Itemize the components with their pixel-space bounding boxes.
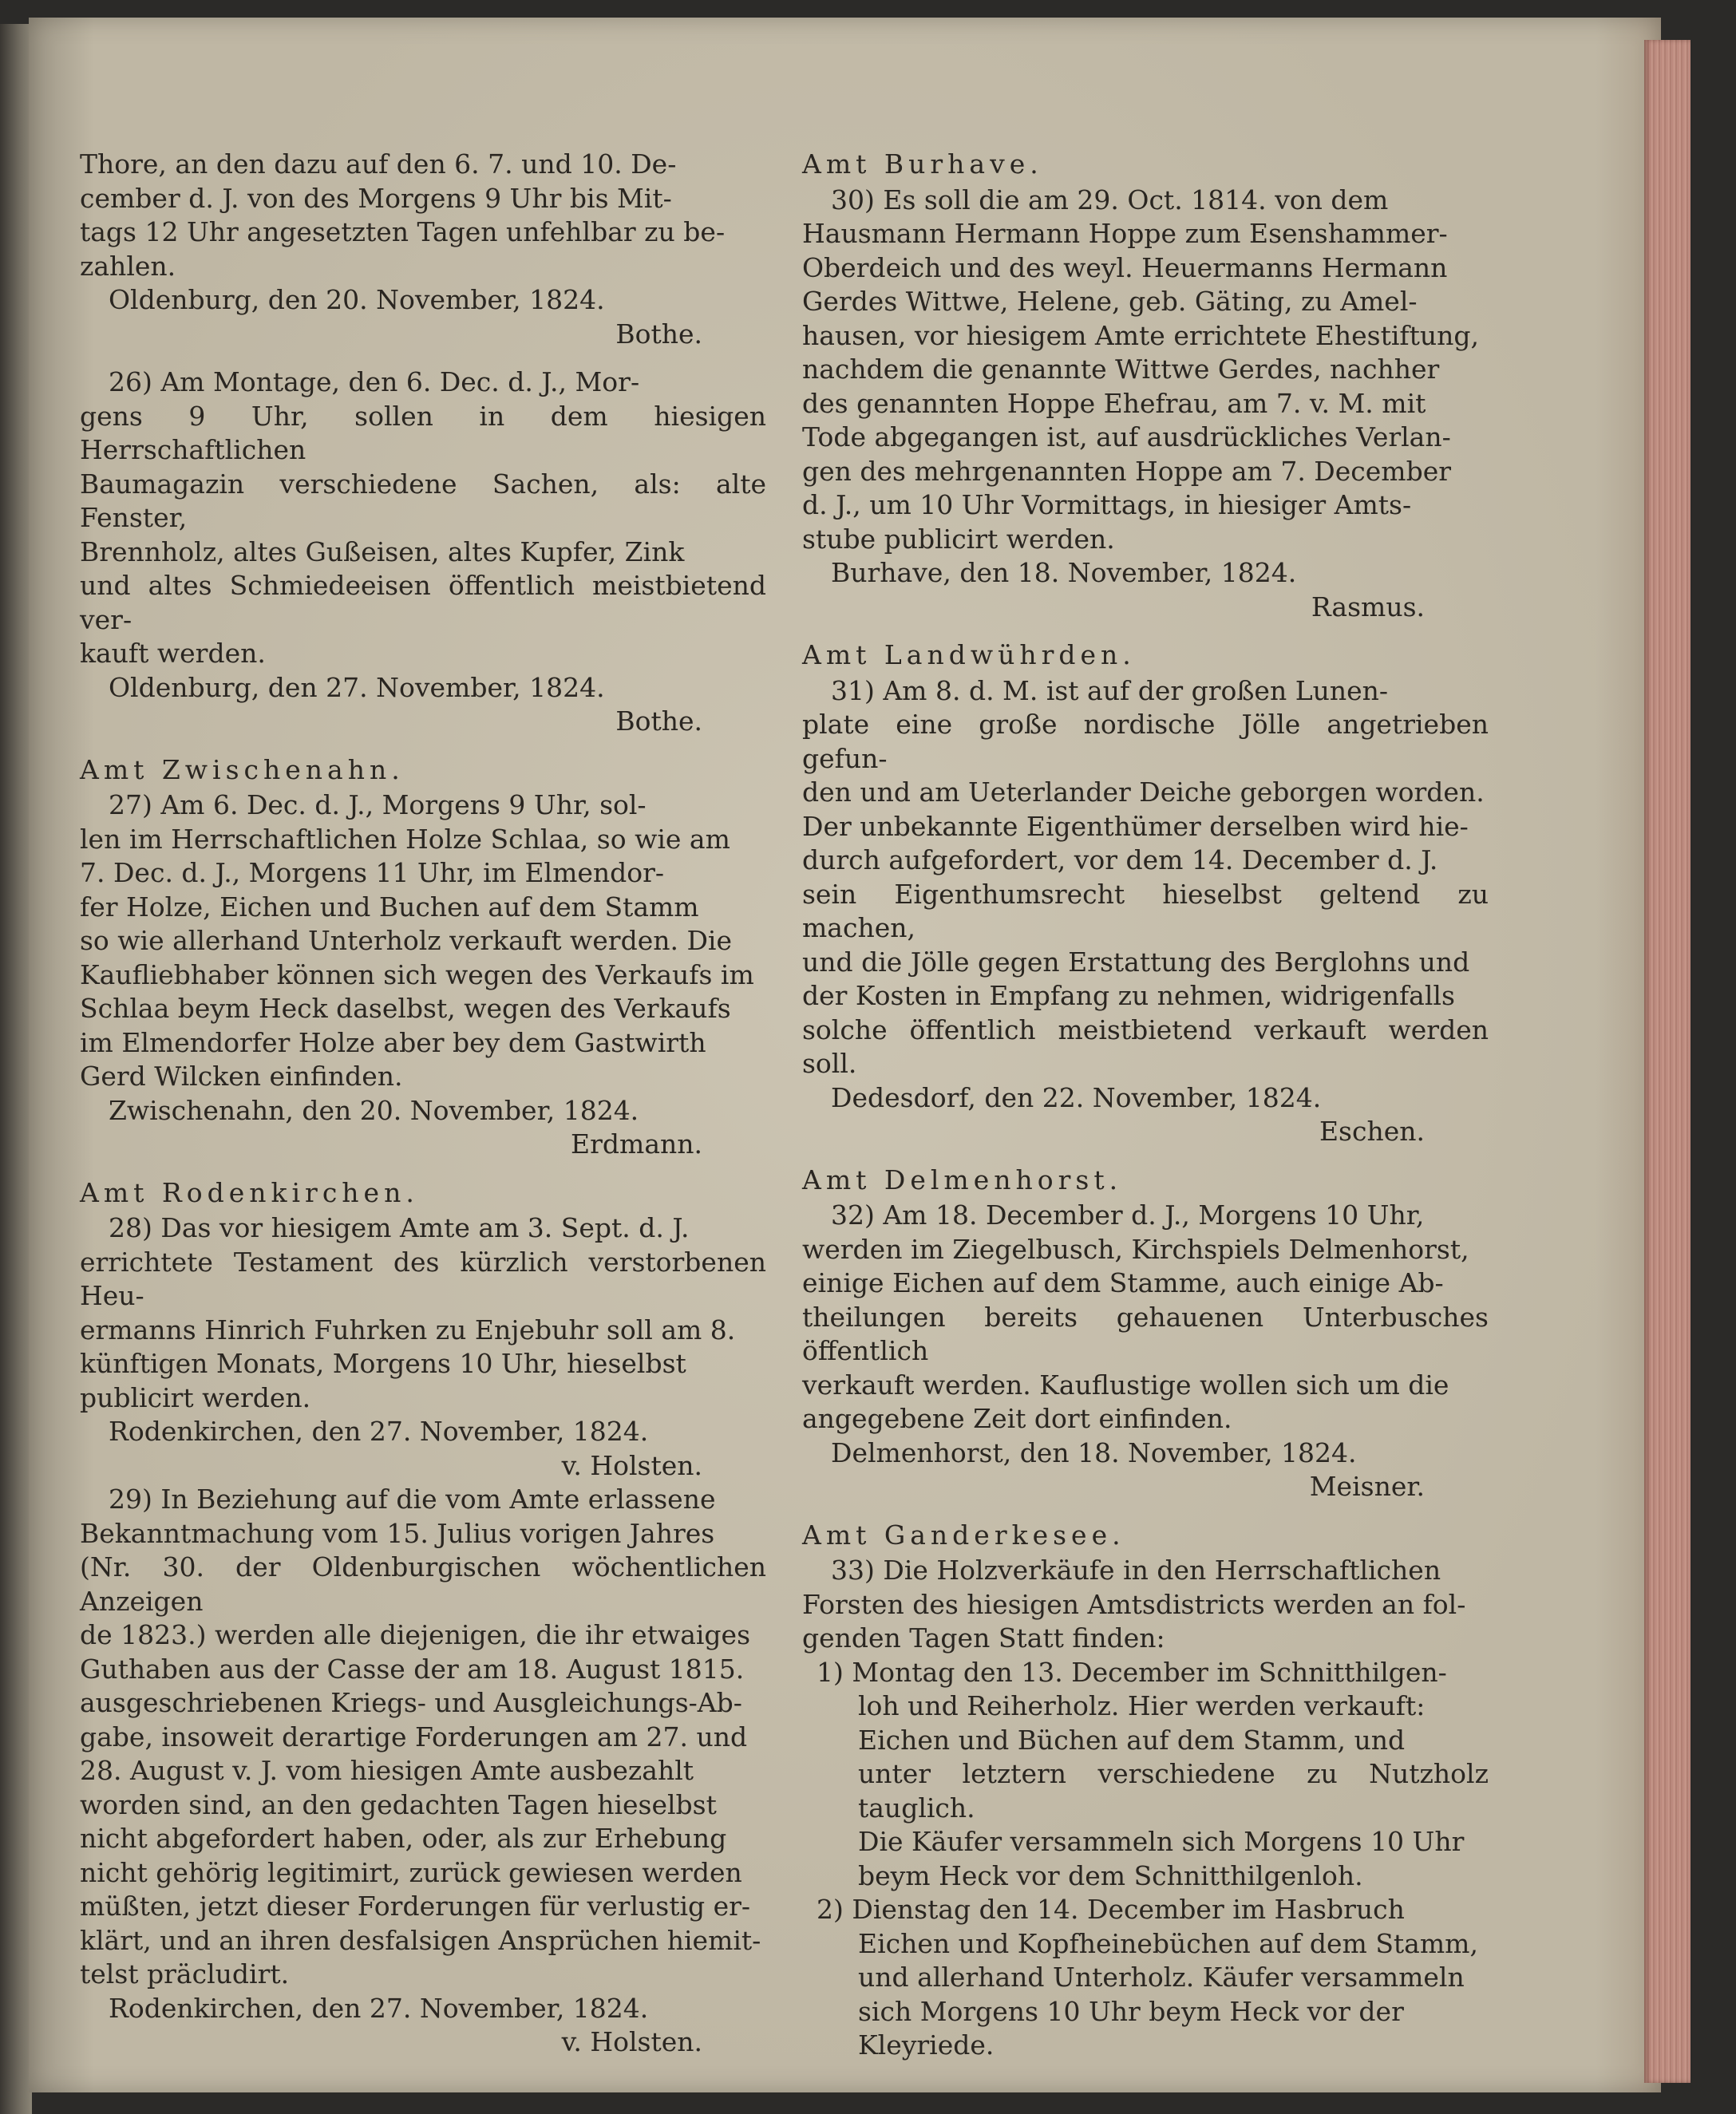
text-line: Der unbekannte Eigenthümer derselben wird hie- bbox=[802, 810, 1469, 842]
text-line: Forsten des hiesigen Amtsdistricts werden an fol- bbox=[802, 1588, 1466, 1620]
notice-date: Delmenhorst, den 18. November, 1824. bbox=[831, 1436, 1357, 1468]
notice-signature: Bothe. bbox=[615, 318, 702, 350]
text-line: 28) Das vor hiesigem Amte am 3. Sept. d. J. bbox=[109, 1212, 690, 1243]
text-line: Thore, an den dazu auf den 6. 7. und 10. De- bbox=[80, 148, 677, 180]
text-line: Oberdeich und des weyl. Heuermanns Hermann bbox=[802, 251, 1448, 283]
notice-28 bbox=[80, 1211, 766, 1483]
text-line: errichtete Testament des kürzlich verstorbenen Heu- bbox=[80, 1246, 766, 1311]
text-line: den und am Ueterlander Deiche geborgen worden. bbox=[802, 776, 1485, 808]
text-line: 2) Dienstag den 14. December im Hasbruch bbox=[817, 1894, 1405, 1925]
text-line: Bekanntmachung vom 15. Julius vorigen Jahres bbox=[80, 1517, 715, 1549]
text-line: Hausmann Hermann Hoppe zum Esenshammer- bbox=[802, 218, 1448, 249]
text-line: genden Tagen Statt finden: bbox=[802, 1622, 1165, 1654]
section-heading-burhave: Amt Burhave. bbox=[802, 148, 1043, 180]
text-line: Guthaben aus der Casse der am 18. August 1815. bbox=[80, 1653, 745, 1685]
text-line: de 1823.) werden alle diejenigen, die ihr etwaiges bbox=[80, 1619, 751, 1650]
text-line: fer Holze, Eichen und Buchen auf dem Stamm bbox=[80, 891, 699, 923]
text-line: gabe, insoweit derartige Forderungen am 27. und bbox=[80, 1721, 748, 1752]
text-line: 1) Montag den 13. December im Schnitthilgen- bbox=[817, 1656, 1447, 1688]
text-line: angegebene Zeit dort einfinden. bbox=[802, 1403, 1232, 1434]
text-line: und die Jölle gegen Erstattung des Berglohns und bbox=[802, 946, 1470, 978]
notice-date: Rodenkirchen, den 27. November, 1824. bbox=[109, 1416, 649, 1447]
notice-date: Oldenburg, den 20. November, 1824. bbox=[109, 284, 605, 315]
list-item bbox=[802, 1656, 1489, 1894]
notice-date: Dedesdorf, den 22. November, 1824. bbox=[831, 1081, 1322, 1113]
section-heading-delmenhorst: Amt Delmenhorst. bbox=[802, 1164, 1123, 1195]
text-line: werden im Ziegelbusch, Kirchspiels Delmenhorst, bbox=[802, 1233, 1469, 1265]
notice-33 bbox=[802, 1554, 1489, 2063]
text-line: plate eine große nordische Jölle angetrieben gefun- bbox=[802, 709, 1489, 774]
text-line: müßten, jetzt dieser Forderungen für verlustig er- bbox=[80, 1891, 751, 1922]
text-line: Die Käufer versammeln sich Morgens 10 Uhr bbox=[858, 1826, 1465, 1857]
section-heading-rodenkirchen: Amt Rodenkirchen. bbox=[80, 1176, 419, 1208]
notice-26 bbox=[80, 366, 766, 739]
text-line: 29) In Beziehung auf die vom Amte erlassene bbox=[109, 1484, 716, 1515]
text-line: d. J., um 10 Uhr Vormittags, in hiesiger Amts- bbox=[802, 489, 1412, 520]
notice-signature: Rasmus. bbox=[1311, 591, 1425, 622]
text-line: künftigen Monats, Morgens 10 Uhr, hieselbst bbox=[80, 1348, 686, 1379]
text-line: 31) Am 8. d. M. ist auf der großen Lunen- bbox=[831, 674, 1389, 706]
notice-signature: Erdmann. bbox=[571, 1128, 702, 1160]
text-line: und altes Schmiedeeisen öffentlich meistbietend ver- bbox=[80, 570, 766, 635]
text-line: Gerdes Wittwe, Helene, geb. Gäting, zu Amel- bbox=[802, 286, 1418, 317]
text-line: telst präcludirt. bbox=[80, 1958, 290, 1990]
text-line: nachdem die genannte Wittwe Gerdes, nachher bbox=[802, 354, 1440, 385]
text-line: publicirt werden. bbox=[80, 1381, 311, 1413]
text-line: ermanns Hinrich Fuhrken zu Enjebuhr soll am 8. bbox=[80, 1314, 736, 1345]
text-line: stube publicirt werden. bbox=[802, 523, 1115, 555]
text-line: Gerd Wilcken einfinden. bbox=[80, 1061, 403, 1092]
page-stack-edge bbox=[1644, 40, 1691, 2083]
text-line: nicht abgefordert haben, oder, als zur Erhebung bbox=[80, 1823, 727, 1854]
notice-29 bbox=[80, 1483, 766, 2060]
text-line: theilungen bereits gehauenen Unterbusches öffentlich bbox=[802, 1301, 1489, 1366]
text-line: Tode abgegangen ist, auf ausdrückliches Verlan- bbox=[802, 421, 1451, 452]
text-line: len im Herrschaftlichen Holze Schlaa, so wie am bbox=[80, 823, 730, 855]
notice-date: Burhave, den 18. November, 1824. bbox=[831, 557, 1297, 588]
text-line: ausgeschriebenen Kriegs- und Ausgleichungs-Ab- bbox=[80, 1687, 742, 1718]
text-line: sein Eigenthumsrecht hieselbst geltend zu machen, bbox=[802, 878, 1489, 943]
text-line: verkauft werden. Kauflustige wollen sich um die bbox=[802, 1369, 1449, 1401]
text-line: einige Eichen auf dem Stamme, auch einige Ab- bbox=[802, 1267, 1444, 1298]
text-line: hausen, vor hiesigem Amte errichtete Ehestiftung, bbox=[802, 319, 1479, 351]
notice-date: Zwischenahn, den 20. November, 1824. bbox=[109, 1094, 639, 1126]
notice-32 bbox=[802, 1199, 1489, 1504]
notice-signature: Bothe. bbox=[615, 705, 702, 737]
text-line: Schlaa beym Heck daselbst, wegen des Verkaufs bbox=[80, 993, 731, 1024]
text-line: klärt, und an ihren desfalsigen Ansprüchen hiemit- bbox=[80, 1924, 761, 1956]
text-line: der Kosten in Empfang zu nehmen, widrigenfalls bbox=[802, 980, 1455, 1011]
previous-page-edge bbox=[0, 24, 32, 2114]
text-line: Brennholz, altes Gußeisen, altes Kupfer, Zink bbox=[80, 535, 685, 567]
text-line: des genannten Hoppe Ehefrau, am 7. v. M. mit bbox=[802, 387, 1426, 419]
text-line: beym Heck vor dem Schnitthilgenloh. bbox=[858, 1859, 1363, 1891]
text-line: unter letztern verschiedene zu Nutzholz tauglich. bbox=[858, 1758, 1489, 1824]
text-line: solche öffentlich meistbietend verkauft werden soll. bbox=[802, 1014, 1489, 1079]
text-line: 26) Am Montage, den 6. Dec. d. J., Mor- bbox=[109, 366, 640, 397]
text-line: 27) Am 6. Dec. d. J., Morgens 9 Uhr, sol- bbox=[109, 789, 647, 820]
text-line: 7. Dec. d. J., Morgens 11 Uhr, im Elmendor- bbox=[80, 857, 665, 888]
notice-27 bbox=[80, 788, 766, 1162]
text-line: so wie allerhand Unterholz verkauft werden. Die bbox=[80, 925, 732, 956]
notice-30 bbox=[802, 184, 1489, 625]
text-line: gen des mehrgenannten Hoppe am 7. December bbox=[802, 455, 1452, 487]
text-line: tags 12 Uhr angesetzten Tagen unfehlbar zu be- bbox=[80, 216, 726, 247]
notice-31 bbox=[802, 674, 1489, 1149]
text-line: sich Morgens 10 Uhr beym Heck vor der bbox=[858, 1995, 1404, 2027]
notice-intro-continuation bbox=[80, 148, 766, 351]
text-line: gens 9 Uhr, sollen in dem hiesigen Herrschaftlichen bbox=[80, 400, 766, 465]
text-columns bbox=[80, 148, 1517, 2061]
section-heading-ganderkesee: Amt Ganderkesee. bbox=[802, 1519, 1125, 1551]
text-line: worden sind, an den gedachten Tagen hieselbst bbox=[80, 1788, 717, 1820]
section-heading-landwuehrden: Amt Landwührden. bbox=[802, 639, 1136, 670]
text-line: und allerhand Unterholz. Käufer versammeln bbox=[858, 1962, 1465, 1993]
text-line: im Elmendorfer Holze aber bey dem Gastwirth bbox=[80, 1026, 706, 1058]
notice-date: Oldenburg, den 27. November, 1824. bbox=[109, 671, 605, 703]
notice-signature: Eschen. bbox=[1319, 1116, 1425, 1147]
text-line: (Nr. 30. der Oldenburgischen wöchentlichen Anzeigen bbox=[80, 1551, 766, 1617]
text-line: Eichen und Kopfheinebüchen auf dem Stamm, bbox=[858, 1927, 1478, 1959]
text-line: kauft werden. bbox=[80, 638, 266, 669]
text-line: cember d. J. von des Morgens 9 Uhr bis Mit- bbox=[80, 182, 672, 214]
text-line: Kleyriede. bbox=[858, 2029, 995, 2061]
text-line: durch aufgefordert, vor dem 14. December d. J. bbox=[802, 844, 1438, 875]
right-column bbox=[802, 148, 1489, 2063]
text-line: zahlen. bbox=[80, 250, 176, 282]
text-line: nicht gehörig legitimirt, zurück gewiesen werden bbox=[80, 1856, 742, 1888]
text-line: 32) Am 18. December d. J., Morgens 10 Uhr, bbox=[831, 1199, 1425, 1231]
text-line: 33) Die Holzverkäufe in den Herrschaftlichen bbox=[831, 1555, 1441, 1586]
notice-signature: Meisner. bbox=[1309, 1471, 1425, 1502]
text-line: Eichen und Büchen auf dem Stamm, und bbox=[858, 1724, 1406, 1756]
left-column bbox=[80, 148, 766, 2060]
text-line: loh und Reiherholz. Hier werden verkauft: bbox=[858, 1690, 1426, 1721]
notice-signature: v. Holsten. bbox=[561, 1449, 702, 1481]
text-line: Kaufliebhaber können sich wegen des Verkaufs im bbox=[80, 958, 754, 990]
section-heading-zwischenahn: Amt Zwischenahn. bbox=[80, 753, 405, 785]
notice-signature: v. Holsten. bbox=[561, 2026, 702, 2057]
text-line: Baumagazin verschiedene Sachen, als: alte Fenster, bbox=[80, 468, 766, 533]
text-line: 28. August v. J. vom hiesigen Amte ausbezahlt bbox=[80, 1755, 694, 1786]
list-item bbox=[802, 1893, 1489, 2063]
text-line: 30) Es soll die am 29. Oct. 1814. von dem bbox=[831, 184, 1389, 215]
notice-date: Rodenkirchen, den 27. November, 1824. bbox=[109, 1992, 649, 2024]
